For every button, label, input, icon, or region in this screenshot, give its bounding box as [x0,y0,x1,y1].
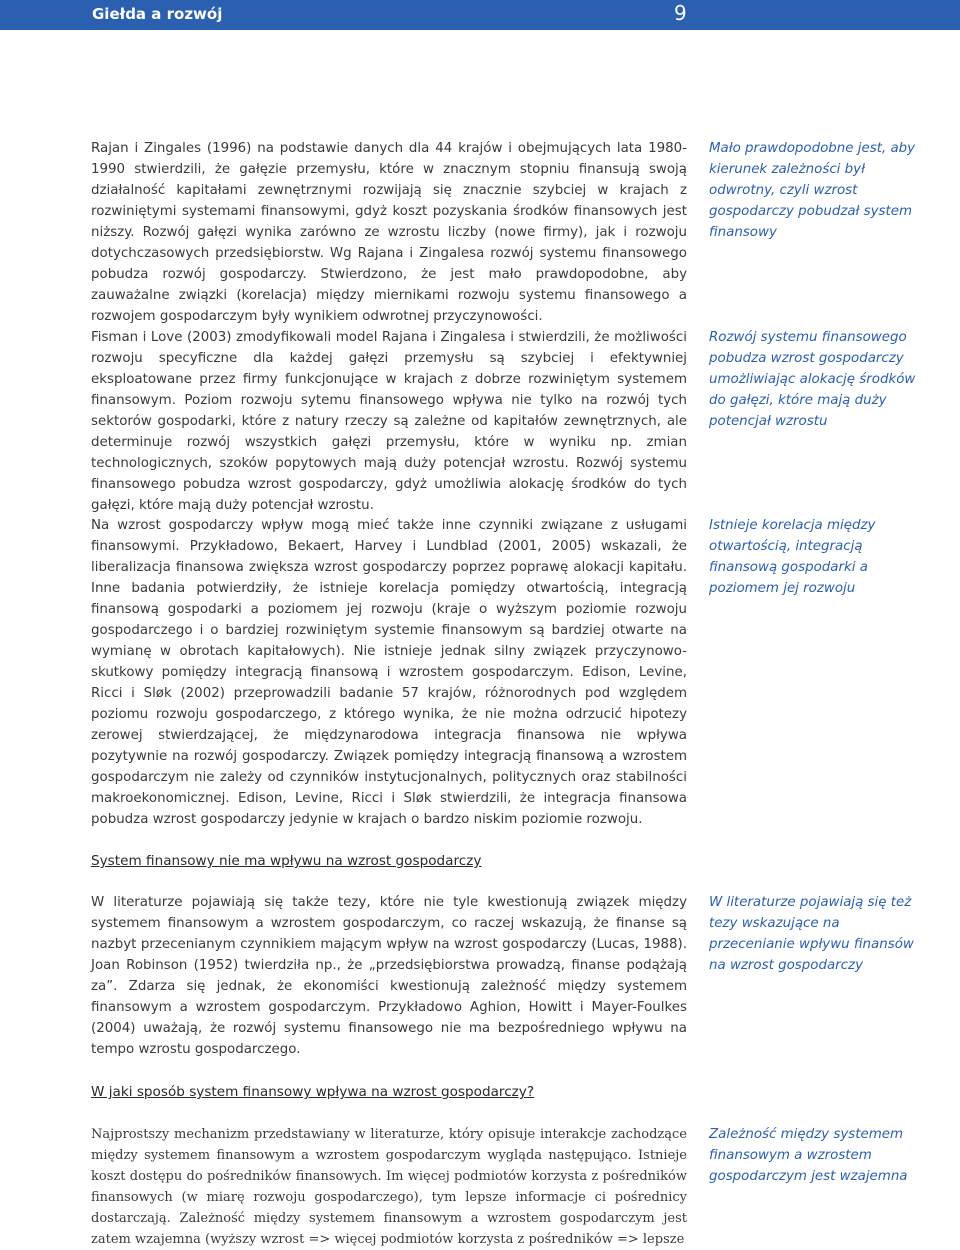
running-title: Giełda a rozwój [92,5,223,23]
side-note-1: Mało prawdopodobne jest, aby kierunek zależności był odwrotny, czyli wzrost gospodarczy pobudzał system finansowy [709,141,916,240]
side-note-4: W literaturze pojawiają się też tezy wskazujące na przecenianie wpływu finansów na wzrost gospodarczy [709,895,914,973]
page-number: 9 [674,1,687,25]
body-paragraph-3: Na wzrost gospodarczy wpływ mogą mieć także inne czynniki związane z usługami finansowymi. Przykładowo, Bekaert, Harvey i Lundblad (2001, 2005) wskazali, że liberalizacja finansowa zwiększa wzrost gospodarczy poprzez poprawę alokacji kapitału. Inne badania potwierdziły, że istnieje korelacja pomiędzy otwartością, integracją finansową gospodarki a poziomem jej rozwoju (kraje o wyższym poziomie rozwoju gospodarczego i o bardziej rozwiniętym systemie finansowym są bardziej otwarte na wymianę w obrotach kapitałowych). Nie istnieje jednak silny związek przyczynowo-skutkowy pomiędzy integracją finansową i wzrostem gospodarczym. Edison, Levine, Ricci i Sløk (2002) przeprowadzili badanie 57 krajów, różnorodnych pod względem poziomu rozwoju gospodarczego, z którego wynika, że nie można odrzucić hipotezy zerowej stwierdzającej, że międzynarodowa integracja finansowa nie wpływa pozytywnie na rozwój gospodarczy. Związek pomiędzy integracją finansową a wzrostem gospodarczym nie zależy od czynników instytucjonalnych, politycznych oraz stabilności makroekonomicznej. Edison, Levine, Ricci i Sløk stwierdzili, że integracja finansowa pobudza wzrost gospodarczy jedynie w krajach o bardzo niskim poziomie rozwoju. [91,518,687,827]
section-heading-2: W jaki sposób system finansowy wpływa na wzrost gospodarczy? [91,1084,535,1100]
side-note-2: Rozwój systemu finansowego pobudza wzrost gospodarczy umożliwiając alokację środków do gałęzi, które mają duży potencjał wzrostu [709,330,916,429]
body-paragraph-5: Najprostszy mechanizm przedstawiany w literaturze, który opisuje interakcje zachodzące między systemem finansowym a wzrostem gospodarczym wygląda następująco. Istnieje koszt dostępu do pośredników finansowych. Im więcej podmiotów korzysta z pośredników finansowych (w miarę rozwoju gospodarczego), tym lepsze informacje ci pośrednicy dostarczają. Zależność między systemem finansowym a wzrostem gospodarczym jest zatem wzajemna (wyższy wzrost => więcej podmiotów korzysta z pośredników => lepsze [91,1127,687,1247]
side-note-3: Istnieje korelacja między otwartością, integracją finansową gospodarki a poziomem jej rozwoju [709,518,876,596]
body-paragraph-1: Rajan i Zingales (1996) na podstawie danych dla 44 krajów i obejmujących lata 1980-1990 stwierdzili, że gałęzie przemysłu, które w znacznym stopniu finansują swoją działalność kapitałami zewnętrznymi rozwijają się znacznie szybciej w krajach z rozwiniętymi systemami finansowymi, gdyż koszt pozyskania środków finansowych jest niższy. Rozwój gałęzi wynika zarówno ze wzrostu liczby (nowe firmy), jak i rozwoju dotychczasowych przedsiębiorstw. Wg Rajana i Zingalesa rozwój systemu finansowego pobudza rozwój gospodarczy. Stwierdzono, że jest mało prawdopodobne, aby zauważalne związki (korelacja) między miernikami rozwoju systemu finansowego a rozwojem gospodarczym były wynikiem odwrotnej przyczynowości. [91,141,687,324]
body-paragraph-4: W literaturze pojawiają się także tezy, które nie tyle kwestionują związek między systemem finansowym a wzrostem gospodarczym, co raczej wskazują, że finanse są nazbyt przecenianym czynnikiem mającym wpływ na wzrost gospodarczy (Lucas, 1988). Joan Robinson (1952) twierdziła np., że „przedsiębiorstwa prowadzą, finanse podążają za”. Zdarza się jednak, że ekonomiści kwestionują zależność między systemem finansowym a wzrostem gospodarczym. Przykładowo Aghion, Howitt i Mayer-Foulkes (2004) uważają, że rozwój systemu finansowego nie ma bezpośredniego wpływu na tempo wzrostu gospodarczego. [91,895,687,1057]
side-note-5: Zależność między systemem finansowym a wzrostem gospodarczym jest wzajemna [709,1127,908,1184]
body-paragraph-2: Fisman i Love (2003) zmodyfikowali model Rajana i Zingalesa i stwierdzili, że możliwości rozwoju specyficzne dla każdej gałęzi przemysłu są szybciej i efektywniej eksploatowane przez firmy funkcjonujące w krajach z dobrze rozwiniętym systemem finansowym. Poziom rozwoju sytemu finansowego wpływa nie tylko na rozwój tych sektorów gospodarki, które z natury rzeczy są zależne od kapitałów zewnętrznych, ale determinuje rozwój wszystkich gałęzi przemysłu, które w wyniku np. zmian technologicznych, szoków popytowych mają duży potencjał wzrostu. Rozwój systemu finansowego pobudza wzrost gospodarczy, gdyż umożliwia alokację środków do tych gałęzi, które mają duży potencjał wzrostu. [91,330,687,513]
section-heading-1: System finansowy nie ma wpływu na wzrost gospodarczy [91,853,482,869]
page-header [0,0,960,30]
